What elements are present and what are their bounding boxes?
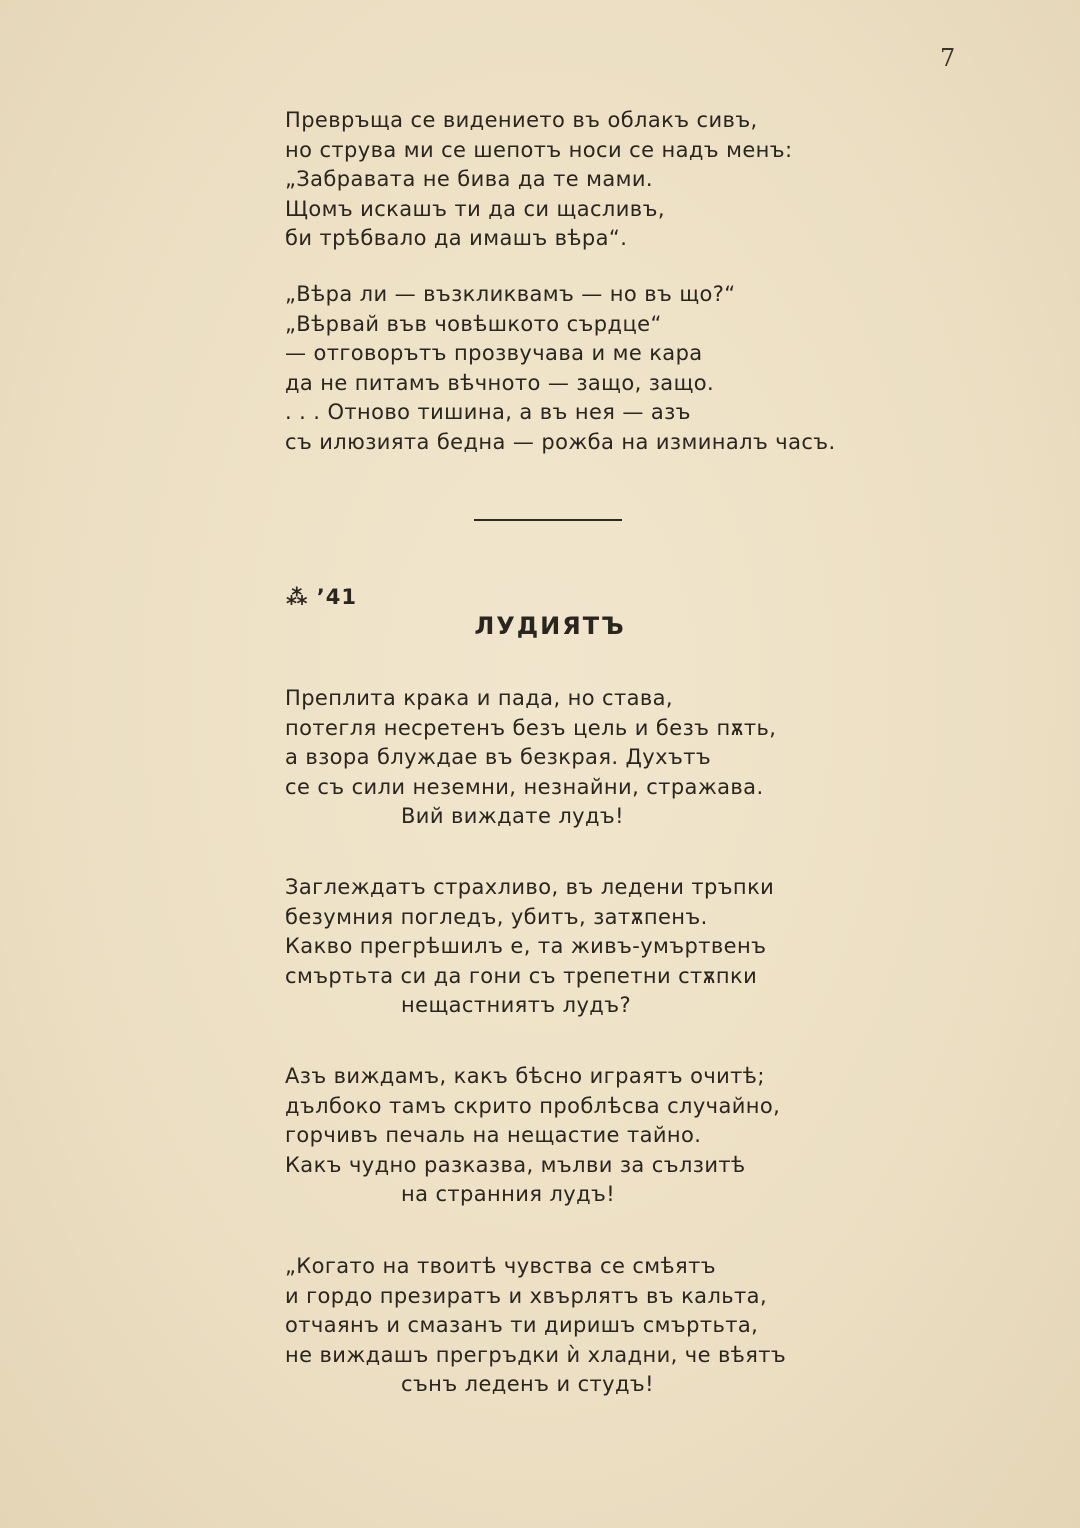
poem-line: „Забравата не бива да те мами.	[285, 167, 653, 191]
stanza	[285, 1252, 786, 1400]
poem-line: и гордо презиратъ и хвърлятъ въ кальта,	[285, 1283, 768, 1308]
poem-line: отчаянъ и смазанъ ти диришъ смъртьта,	[285, 1313, 759, 1337]
poem-line: Заглеждатъ страхливо, въ ледени тръпки	[285, 875, 775, 899]
poem-line: смъртьта си да гони съ трепетни стѫпки	[285, 963, 758, 988]
page-number: 7	[940, 44, 956, 72]
poem-line: Превръща се видението въ облакъ сивъ,	[285, 108, 758, 132]
poem-line: „Вѣрвай във човѣшкото сърдце“	[285, 311, 662, 336]
poem-line: а взора блуждае въ безкрая. Духътъ	[285, 745, 712, 769]
poem-line: но струва ми се шепотъ носи се надъ менъ:	[285, 137, 793, 162]
poem-line: Преплита крака и пада, но става,	[285, 686, 674, 710]
poem-line: безумния погледъ, убитъ, затѫпенъ.	[285, 904, 708, 929]
section-marker: ⁂ ’41	[286, 585, 357, 609]
refrain-line: нещастниятъ лудъ?	[401, 993, 631, 1017]
refrain-line: Вий виждате лудъ!	[401, 804, 624, 828]
poem-line: потегля несретенъ безъ цель и безъ пѫть,	[285, 715, 777, 740]
poem-title: ЛУДИЯТЪ	[474, 612, 626, 640]
stanza	[285, 1062, 780, 1210]
poem-line: Щомъ искашъ ти да си щасливъ,	[285, 196, 665, 221]
poem-line: дълбоко тамъ скрито проблѣсва случайно,	[285, 1093, 781, 1118]
stanza	[285, 684, 776, 832]
poem-line: съ илюзията бедна — рожба на изминалъ часъ.	[285, 429, 836, 454]
section-divider	[474, 519, 622, 521]
poem-line: би трѣбвало да имашъ вѣра“.	[285, 226, 628, 250]
poem-line: — отговорътъ прозвучава и ме кара	[285, 341, 703, 365]
refrain-line: на странния лудъ!	[401, 1182, 616, 1206]
poem-line: да не питамъ вѣчното — защо, защо.	[285, 370, 715, 395]
stanza	[285, 873, 774, 1021]
poem-line: Какво прегрѣшилъ е, та живъ-умъртвенъ	[285, 934, 767, 958]
poem-line: горчивъ печаль на нещастие тайно.	[285, 1123, 702, 1147]
stanza	[285, 280, 836, 457]
poem-line: Азъ виждамъ, какъ бѣсно играятъ очитѣ;	[285, 1064, 765, 1088]
stanza	[285, 106, 793, 254]
poem-line: се съ сили неземни, незнайни, стражава.	[285, 774, 764, 799]
poem-line: Какъ чудно разказва, мълви за сълзитѣ	[285, 1152, 746, 1177]
poem-line: „Вѣра ли — възкликвамъ — но въ що?“	[285, 282, 736, 306]
poem-line: „Когато на твоитѣ чувства се смѣятъ	[285, 1254, 716, 1278]
poem-line: . . . Отново тишина, а въ нея — азъ	[285, 400, 691, 424]
poem-line: не виждашъ прегръдки ѝ хладни, че вѣятъ	[285, 1342, 787, 1367]
refrain-line: сънъ леденъ и студъ!	[401, 1372, 654, 1396]
